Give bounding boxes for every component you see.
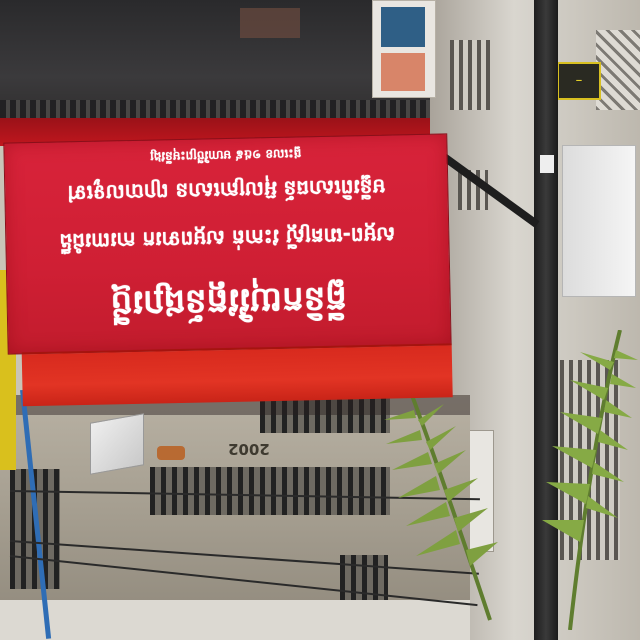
banner-skirt	[22, 343, 453, 406]
white-wall-box	[562, 145, 636, 297]
lower-window	[150, 467, 390, 515]
window-lattice	[596, 30, 640, 110]
cabinet-panel	[381, 53, 425, 91]
clinic-banner	[3, 133, 450, 404]
balcony-light	[240, 8, 300, 38]
palm-frond-left	[380, 390, 520, 630]
banner-address: ផ្ទះលេខ ១៥៩ មហាវិថីព្រះមុនីវង្ស	[149, 146, 302, 164]
house-number: 2002	[228, 440, 270, 458]
rooftop-cabinet	[372, 0, 436, 98]
small-shop-sign: —	[557, 62, 601, 100]
banner-services-line-2: សម្ភព-រោគស្ត្រី វះកាត់ សម្ភពទារក ការពារជំងឺ	[59, 222, 396, 254]
palm-frond-right	[530, 330, 640, 630]
banner-body	[3, 133, 451, 354]
right-window	[450, 40, 490, 110]
wall-mounted-box	[90, 413, 144, 475]
banner-services-line-1: មន្ទីរពិសោធន៍ អ៊ុលត្រាសោន ព្យាបាលទូទៅ	[67, 174, 386, 206]
banner-clinic-name: គ្លីនិកយុវិវត្តន៍ផ្សារថ្មី	[110, 278, 348, 324]
wall-ornament	[157, 446, 185, 460]
cabinet-screen	[381, 7, 425, 47]
pole-label	[540, 155, 554, 173]
